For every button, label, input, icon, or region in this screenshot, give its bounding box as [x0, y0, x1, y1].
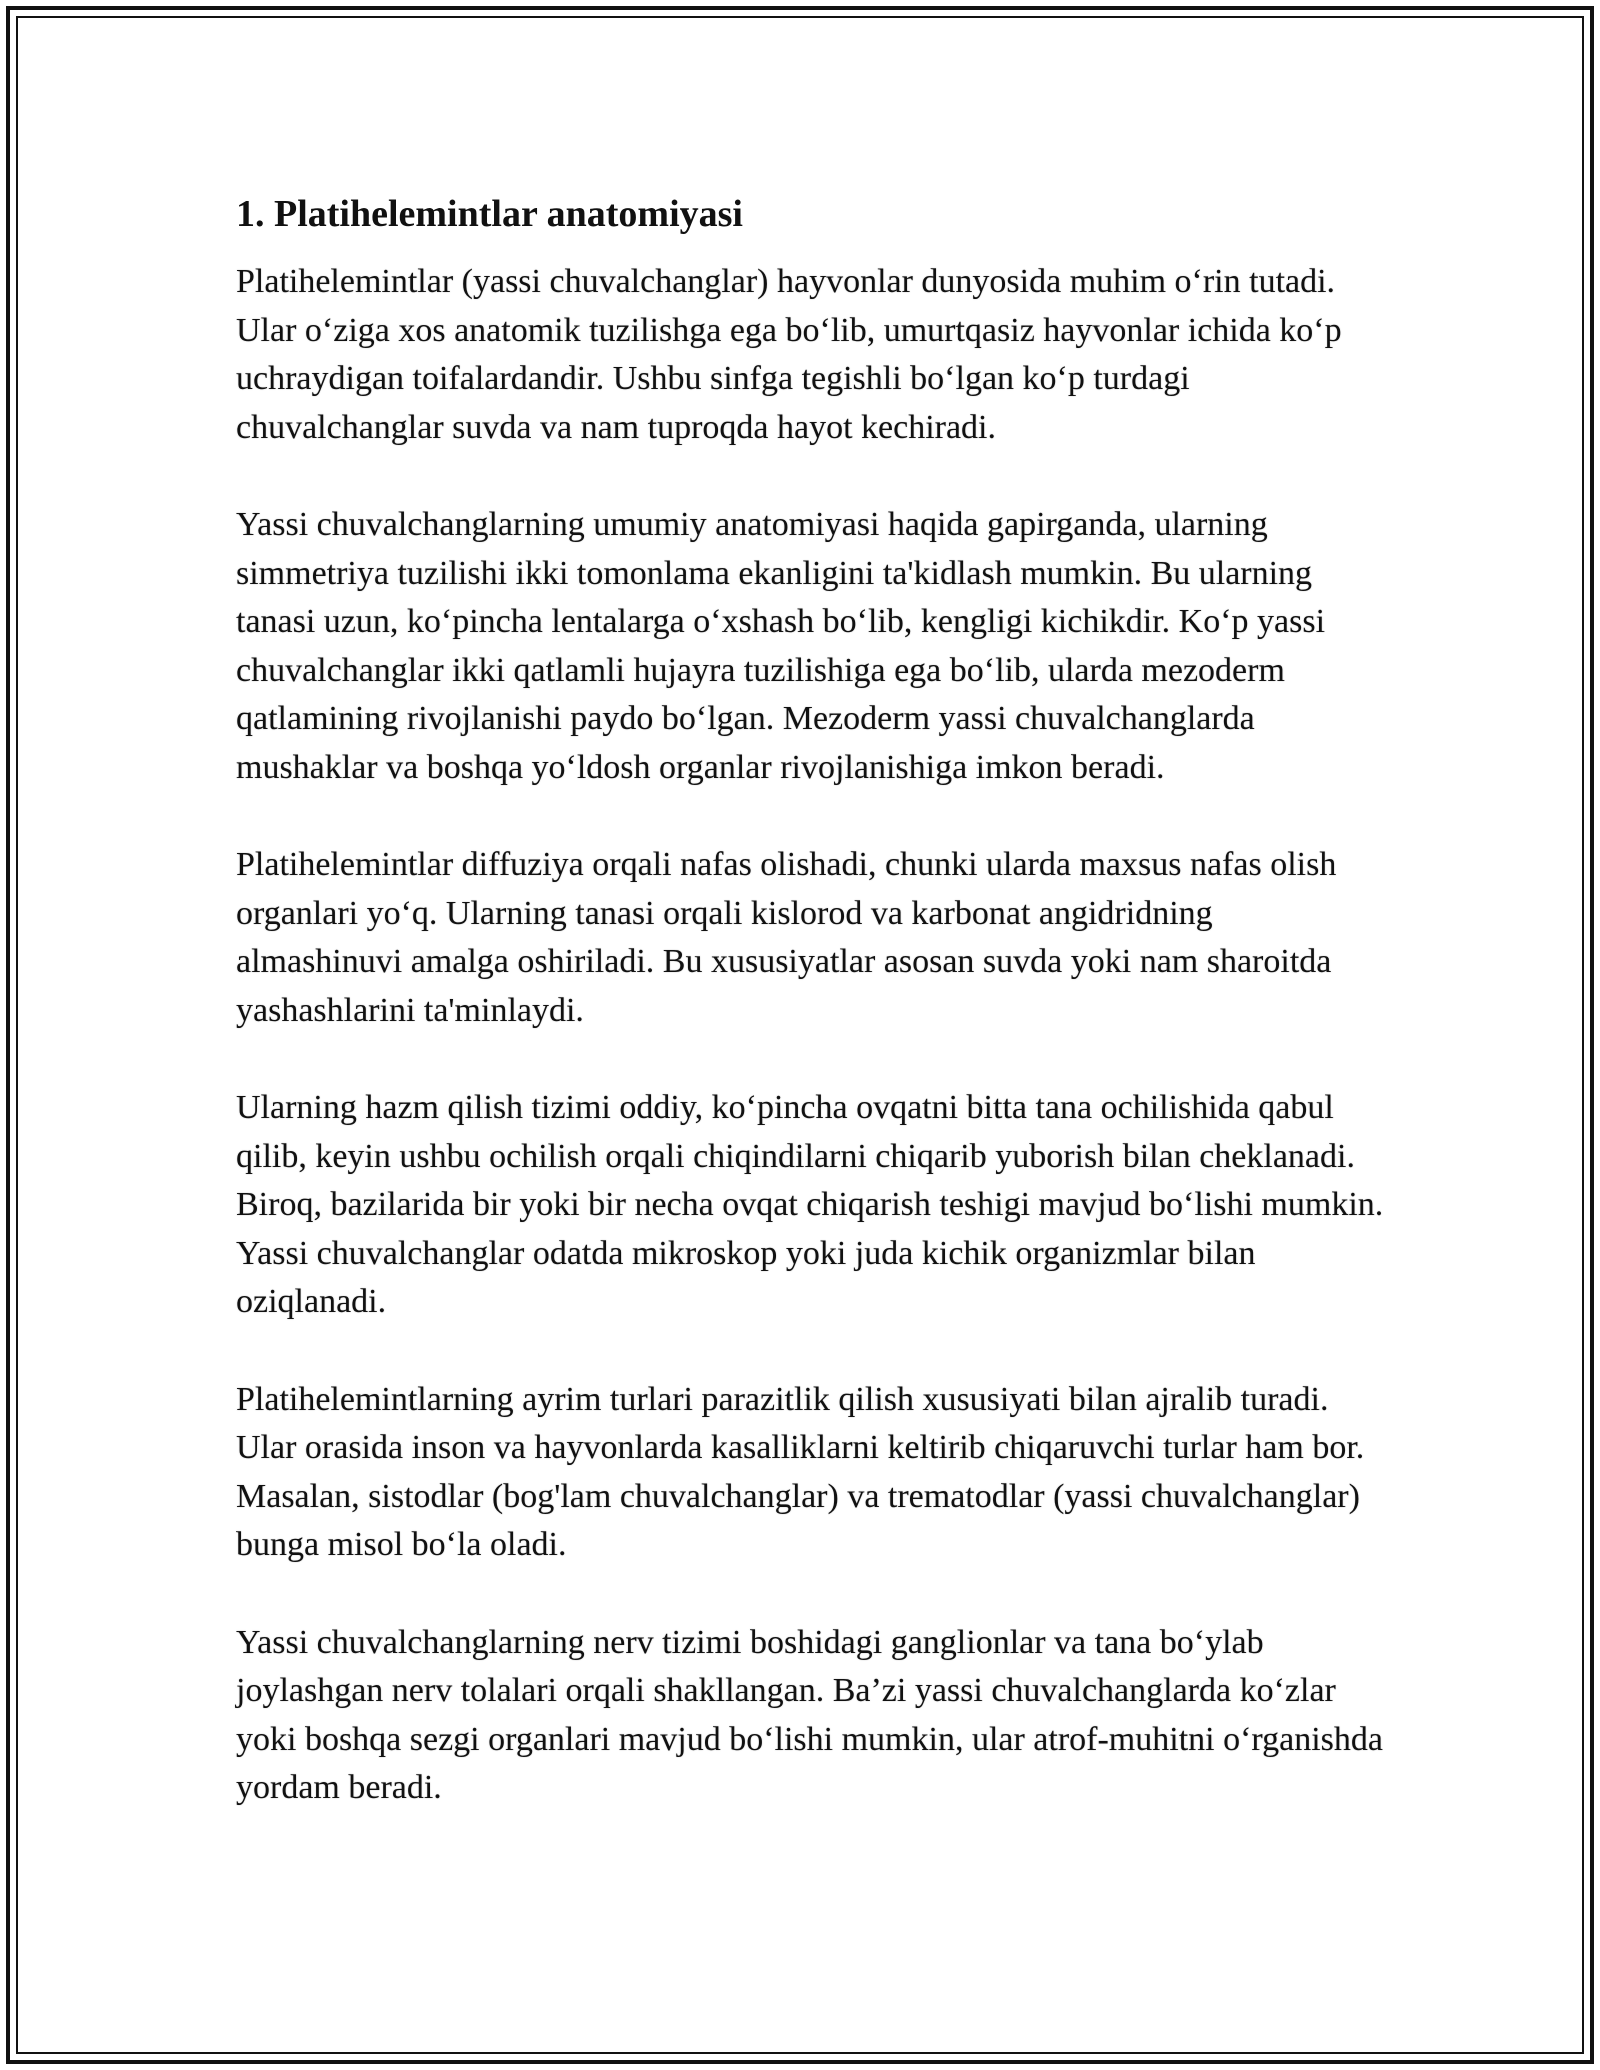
- paragraph-digestion: Ularning hazm qilish tizimi oddiy, ko‘pincha ovqatni bitta tana ochilishida qabul qilib, keyin ushbu ochilish orqali chiqindilarni chiqarib yuborish bilan cheklanadi. Biroq, bazilarida bir yoki bir necha ovqat chiqarish teshigi mavjud bo‘lishi mumkin. Yassi chuvalchanglar odatda mikroskop yoki juda kichik organizmlar bilan oziqlanadi.: [236, 1089, 1384, 1320]
- paragraph-intro: Platihelemintlar (yassi chuvalchanglar) hayvonlar dunyosida muhim o‘rin tutadi. Ular o‘ziga xos anatomik tuzilishga ega bo‘lib, umurtqasiz hayvonlar ichida ko‘p uchraydigan toifalardandir. Ushbu sinfga tegishli bo‘lgan ko‘p turdagi chuvalchanglar suvda va nam tuproqda hayot kechiradi.: [236, 263, 1342, 446]
- paragraph-nervous-system: Yassi chuvalchanglarning nerv tizimi boshidagi ganglionlar va tana bo‘ylab joylashgan nerv tolalari orqali shakllangan. Ba’zi yassi chuvalchanglarda ko‘zlar yoki boshqa sezgi organlari mavjud bo‘lishi mumkin, ular atrof-muhitni o‘rganishda yordam beradi.: [236, 1623, 1383, 1806]
- paragraph-parasitism: Platihelemintlarning ayrim turlari parazitlik qilish xususiyati bilan ajralib turadi. Ular orasida inson va hayvonlarda kasalliklarni keltirib chiqaruvchi turlar ham bor. Masalan, sistodlar (bog'lam chuvalchanglar) va trematodlar (yassi chuvalchanglar) bunga misol bo‘la oladi.: [236, 1380, 1365, 1563]
- section-heading: 1. Platihelemintlar anatomiyasi: [236, 193, 743, 235]
- paragraph-general-anatomy: Yassi chuvalchanglarning umumiy anatomiyasi haqida gapirganda, ularning simmetriya tuzilishi ikki tomonlama ekanligini ta'kidlash mumkin. Bu ularning tanasi uzun, ko‘pincha lentalarga o‘xshash bo‘lib, kengligi kichikdir. Ko‘p yassi chuvalchanglar ikki qatlamli hujayra tuzilishiga ega bo‘lib, ularda mezoderm qatlamining rivojlanishi paydo bo‘lgan. Mezoderm yassi chuvalchanglarda mushaklar va boshqa yo‘ldosh organlar rivojlanishiga imkon beradi.: [236, 506, 1326, 786]
- paragraph-respiration: Platihelemintlar diffuziya orqali nafas olishadi, chunki ularda maxsus nafas olish organlari yo‘q. Ularning tanasi orqali kislorod va karbonat angidridning almashinuvi amalga oshiriladi. Bu xususiyatlar asosan suvda yoki nam sharoitda yashashlarini ta'minlaydi.: [236, 846, 1337, 1029]
- document-body: [236, 188, 1386, 1862]
